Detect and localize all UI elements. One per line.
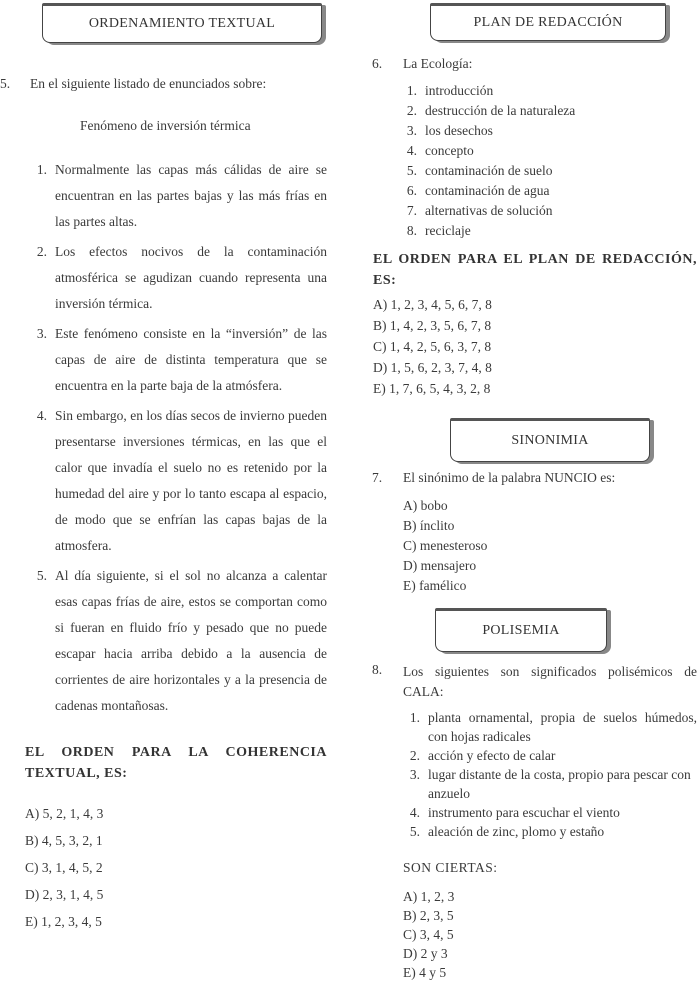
item-number: 3. (36, 326, 47, 341)
section-header-ordenamiento (42, 3, 322, 43)
item-number: 5. (36, 568, 47, 583)
section-title: POLISEMIA (482, 623, 560, 638)
item-number: 1. (406, 83, 417, 98)
answer-option-d[interactable]: D) 1, 5, 6, 2, 3, 7, 4, 8 (373, 360, 492, 375)
list-item (409, 765, 697, 803)
item-number: 2. (36, 244, 47, 259)
list-item (406, 141, 685, 161)
question-ask: EL ORDEN PARA EL PLAN DE REDACCIÓN, ES: (373, 252, 697, 288)
question-prompt: Los siguientes son significados polisémicos de CALA: (403, 664, 697, 699)
item-number: 1. (409, 710, 420, 725)
list-item (409, 746, 697, 765)
meaning-list (409, 708, 697, 841)
question-prompt: El sinónimo de la palabra NUNCIO es: (403, 470, 616, 485)
question-topic: Fenómeno de inversión térmica (80, 118, 251, 133)
question-prompt: La Ecología: (403, 56, 473, 71)
list-item (406, 201, 685, 221)
answer-option-d[interactable]: D) 2, 3, 1, 4, 5 (25, 887, 104, 902)
item-text: lugar distante de la costa, propio para pescar con anzuelo (428, 767, 691, 801)
plan-item-list (406, 81, 685, 241)
list-item (36, 321, 327, 399)
answer-option-c[interactable]: C) 1, 4, 2, 5, 6, 3, 7, 8 (373, 339, 492, 354)
item-text: Los efectos nocivos de la contaminación atmosférica se agudizan cuando representa una inversión térmica. (55, 244, 327, 311)
question-prompt: En el siguiente listado de enunciados sobre: (30, 76, 267, 91)
answer-option-b[interactable]: B) 1, 4, 2, 3, 5, 6, 7, 8 (373, 318, 492, 333)
section-title: ORDENAMIENTO TEXTUAL (88, 16, 276, 31)
item-text: los desechos (425, 123, 493, 138)
item-text: Este fenómeno consiste en la “inversión” de las capas de aire de distinta temperatura que se encuentra en la parte baja de la atmósfera. (55, 326, 327, 393)
answer-option-e[interactable]: E) 1, 2, 3, 4, 5 (25, 914, 102, 929)
list-item (36, 239, 327, 317)
section-header-sinonimia (450, 418, 650, 462)
answer-option-a[interactable]: A) 1, 2, 3, 4, 5, 6, 7, 8 (373, 297, 492, 312)
answer-option-e[interactable]: E) famélico (403, 578, 467, 593)
question-number: 5. (0, 76, 11, 91)
question-ask: SON CIERTAS: (403, 860, 498, 875)
item-text: Normalmente las capas más cálidas de aire se encuentran en las partes bajas y las más frías en las partes altas. (55, 162, 327, 229)
item-number: 2. (406, 103, 417, 118)
list-item (409, 708, 697, 746)
answer-option-e[interactable]: E) 4 y 5 (403, 965, 447, 980)
item-number: 2. (409, 748, 420, 763)
item-number: 8. (406, 223, 417, 238)
item-text: alternativas de solución (425, 203, 553, 218)
answer-option-a[interactable]: A) 1, 2, 3 (403, 889, 455, 904)
answer-option-b[interactable]: B) 4, 5, 3, 2, 1 (25, 833, 103, 848)
answer-option-c[interactable]: C) 3, 4, 5 (403, 927, 454, 942)
item-number: 5. (409, 824, 420, 839)
answer-option-c[interactable]: C) 3, 1, 4, 5, 2 (25, 860, 103, 875)
section-title: PLAN DE REDACCIÓN (473, 15, 623, 30)
question-ask: EL ORDEN PARA LA COHERENCIA TEXTUAL, ES: (25, 745, 327, 781)
item-text: acción y efecto de calar (428, 748, 556, 763)
item-number: 1. (36, 162, 47, 177)
list-item (409, 822, 697, 841)
item-text: Sin embargo, en los días secos de invierno pueden presentarse inversiones térmicas, en las que el calor que invadía el suelo no es retenido por la humedad del aire y por lo tanto escapa al espacio, de modo que se enfrían las capas bajas de la atmosfera. (55, 408, 327, 553)
item-number: 6. (406, 183, 417, 198)
item-text: planta ornamental, propia de suelos húmedos, con hojas radicales (428, 710, 697, 744)
statement-list (36, 157, 327, 719)
list-item (406, 181, 685, 201)
item-number: 3. (409, 767, 420, 782)
list-item (406, 101, 685, 121)
answer-option-a[interactable]: A) bobo (403, 498, 448, 513)
section-header-polisemia (435, 608, 607, 652)
answer-option-d[interactable]: D) mensajero (403, 558, 477, 573)
answer-option-d[interactable]: D) 2 y 3 (403, 946, 448, 961)
list-item (406, 161, 685, 181)
section-title: SINONIMIA (511, 433, 589, 448)
item-text: instrumento para escuchar el viento (428, 805, 620, 820)
list-item (36, 403, 327, 559)
item-number: 3. (406, 123, 417, 138)
item-text: aleación de zinc, plomo y estaño (428, 824, 605, 839)
answer-option-a[interactable]: A) 5, 2, 1, 4, 3 (25, 806, 104, 821)
list-item (406, 81, 685, 101)
item-text: Al día siguiente, si el sol no alcanza a calentar esas capas frías de aire, estos se comportan como si fueran en fluido frío y pesado que no puede escapar hacia arriba debido a la ausencia de corrientes de aire horizontales y a la presencia de cadenas montañosas. (55, 568, 327, 713)
item-text: introducción (425, 83, 494, 98)
answer-option-b[interactable]: B) ínclito (403, 518, 455, 533)
item-text: destrucción de la naturaleza (425, 103, 576, 118)
list-item (406, 221, 685, 241)
answer-option-e[interactable]: E) 1, 7, 6, 5, 4, 3, 2, 8 (373, 381, 491, 396)
section-header-plan-redaccion (430, 3, 666, 41)
question-number: 6. (372, 56, 383, 71)
item-number: 4. (409, 805, 420, 820)
item-text: concepto (425, 143, 474, 158)
item-number: 7. (406, 203, 417, 218)
item-number: 4. (36, 408, 47, 423)
answer-option-c[interactable]: C) menesteroso (403, 538, 488, 553)
item-text: reciclaje (425, 223, 471, 238)
question-number: 8. (372, 662, 383, 677)
list-item (36, 563, 327, 719)
list-item (36, 157, 327, 235)
item-text: contaminación de agua (425, 183, 550, 198)
item-text: contaminación de suelo (425, 163, 553, 178)
list-item (406, 121, 685, 141)
list-item (409, 803, 697, 822)
item-number: 5. (406, 163, 417, 178)
item-number: 4. (406, 143, 417, 158)
question-number: 7. (372, 470, 383, 485)
answer-option-b[interactable]: B) 2, 3, 5 (403, 908, 454, 923)
